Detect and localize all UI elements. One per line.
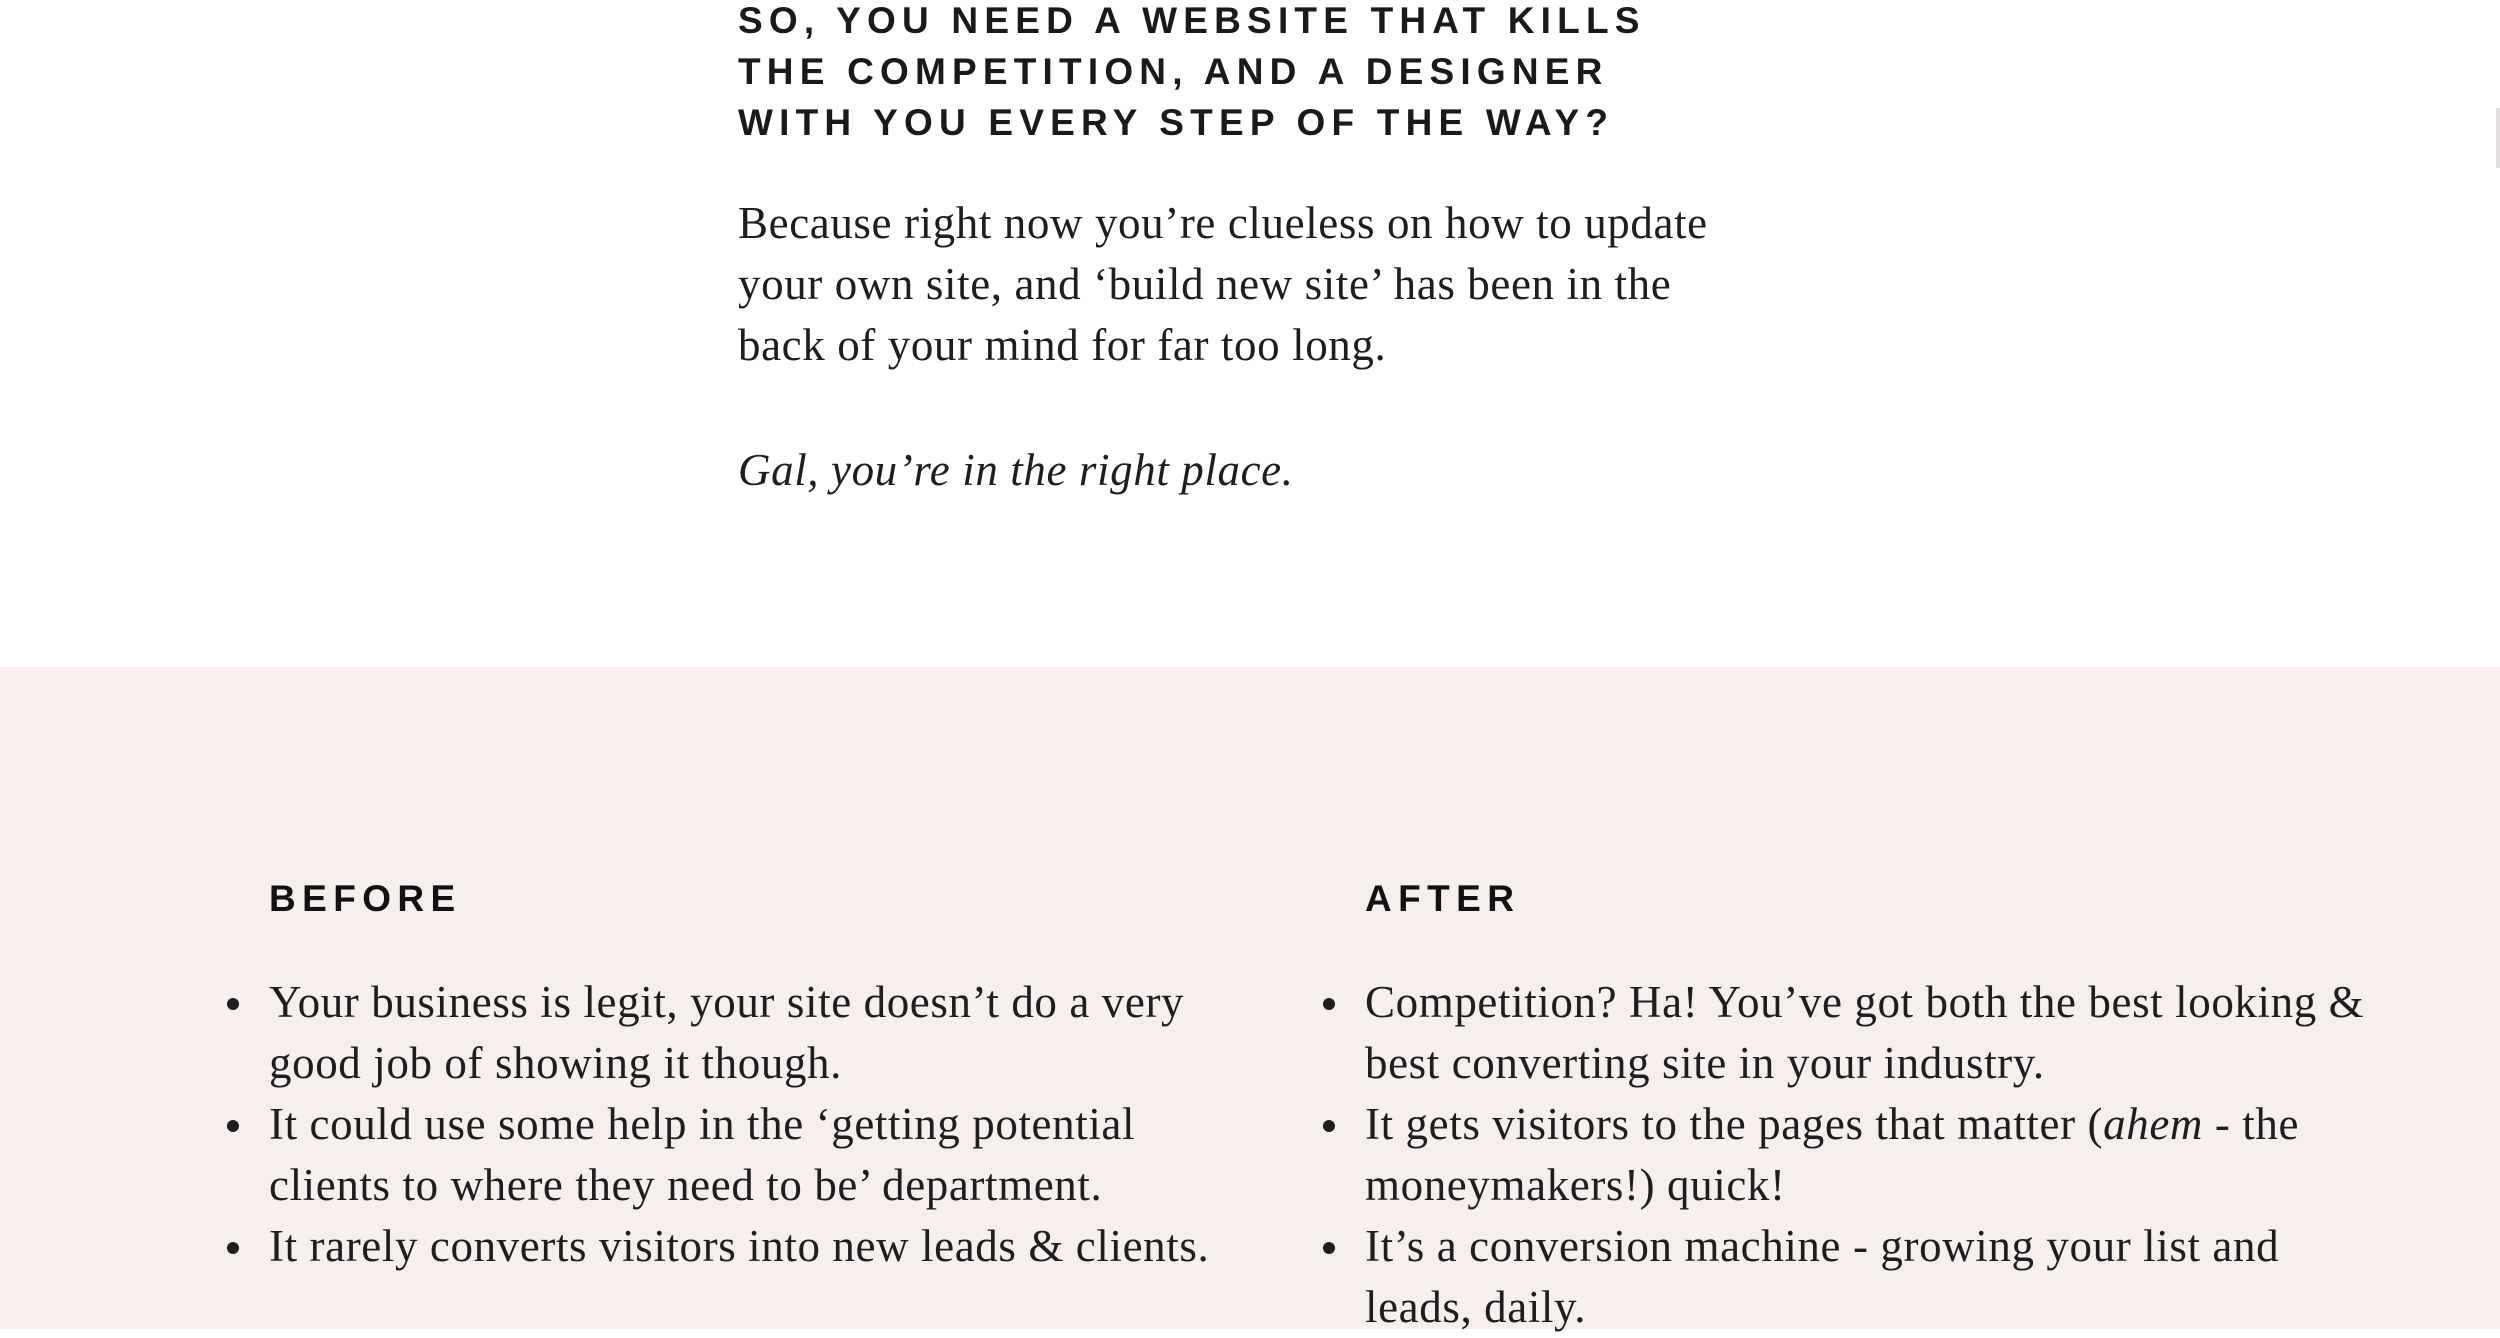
- after-title: AFTER: [1365, 878, 1521, 919]
- list-item: [269, 972, 1249, 1094]
- list-item-text: [1365, 1099, 2299, 1210]
- list-item: [1365, 1094, 2395, 1216]
- list-item-text-end: - the moneymakers!) quick!: [1365, 1099, 2300, 1210]
- scroll-edge-indicator: [2496, 108, 2500, 168]
- list-item: [269, 1094, 1249, 1216]
- intro-content: [738, 0, 1748, 495]
- list-item-text: It rarely converts visitors into new leads & clients.: [269, 1221, 1210, 1271]
- bullet-icon: [227, 1242, 239, 1254]
- bullet-icon: [227, 1120, 239, 1132]
- after-list: [1365, 972, 2395, 1338]
- list-item: [269, 1216, 1249, 1277]
- list-item-text-start: It gets visitors to the pages that matter (: [1365, 1099, 2104, 1149]
- before-list: [269, 972, 1249, 1277]
- headline-line: THE COMPETITION, AND A DESIGNER: [738, 51, 1609, 92]
- before-after-section: [0, 667, 2500, 1332]
- intro-headline: [738, 0, 1748, 148]
- intro-tagline: Gal, you’re in the right place.: [738, 445, 1294, 495]
- list-item-emphasis: ahem: [2103, 1099, 2204, 1149]
- intro-paragraph: Because right now you’re clueless on how to update your own site, and ‘build new site’ has been in the back of your mind for far too long.: [738, 198, 1708, 370]
- bullet-icon: [1323, 1242, 1335, 1254]
- intro-section: [0, 0, 2500, 667]
- list-item: [1365, 1216, 2395, 1338]
- bullet-icon: [1323, 998, 1335, 1010]
- list-item-text: It’s a conversion machine - growing your list and leads, daily.: [1365, 1221, 2280, 1332]
- list-item-text: Your business is legit, your site doesn’t do a very good job of showing it though.: [269, 977, 1185, 1088]
- headline-line: WITH YOU EVERY STEP OF THE WAY?: [738, 102, 1615, 143]
- headline-line: SO, YOU NEED A WEBSITE THAT KILLS: [738, 0, 1646, 41]
- list-item-text: It could use some help in the ‘getting potential clients to where they need to be’ department.: [269, 1099, 1136, 1210]
- list-item-text: Competition? Ha! You’ve got both the best looking & best converting site in your industry.: [1365, 977, 2365, 1088]
- before-title: BEFORE: [269, 878, 462, 919]
- list-item: [1365, 972, 2395, 1094]
- bullet-icon: [1323, 1120, 1335, 1132]
- bullet-icon: [227, 998, 239, 1010]
